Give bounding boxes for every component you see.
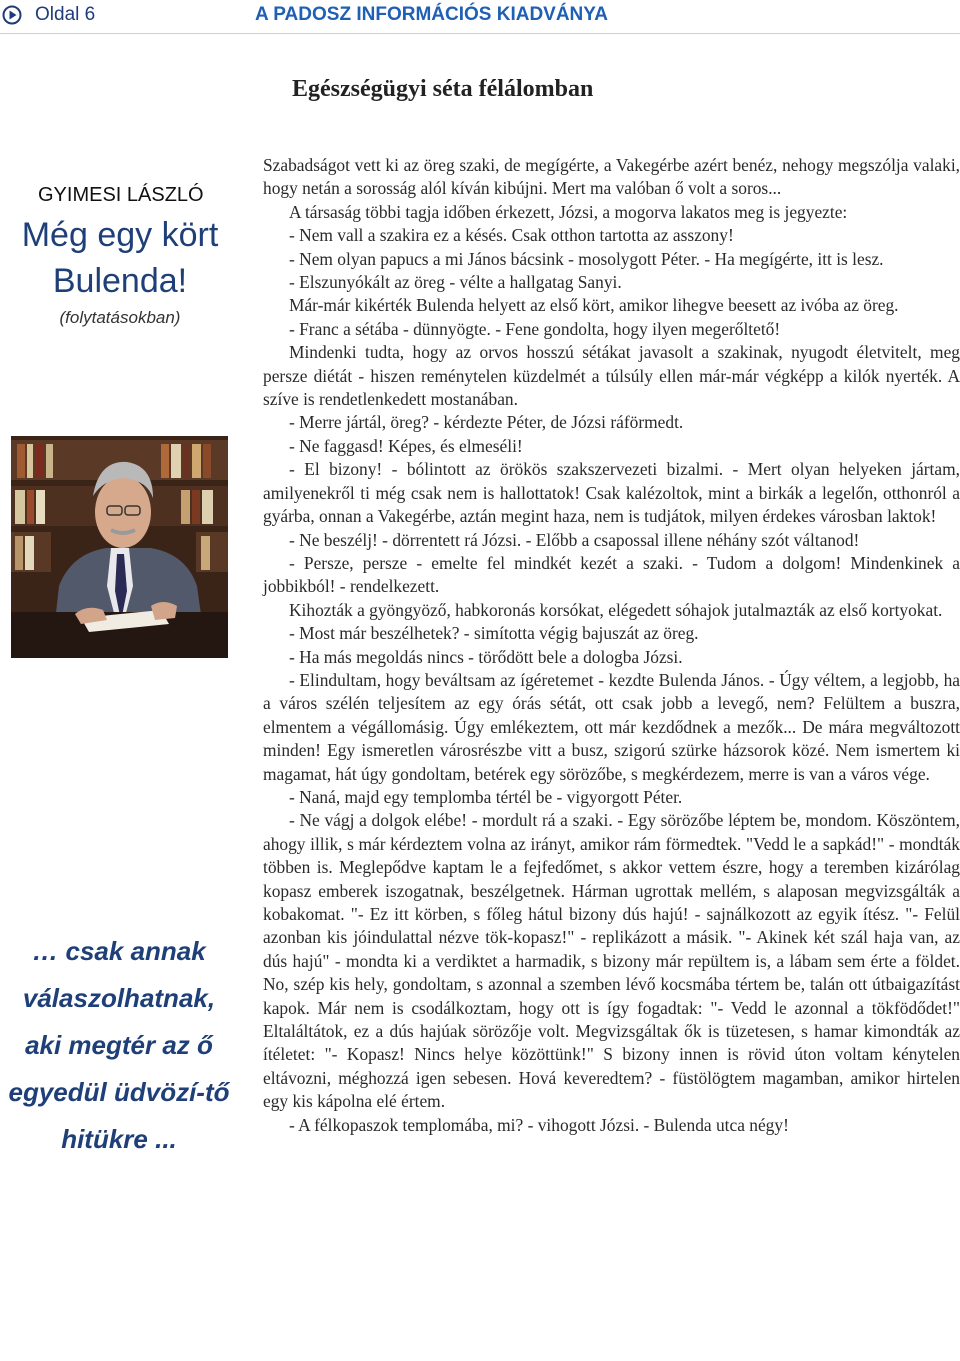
page-header — [0, 0, 960, 32]
paragraph: - Nem olyan papucs a mi János bácsink - mosolygott Péter. - Ha megígérte, itt is lesz. — [289, 248, 884, 269]
paragraph: Már-már kikérték Bulenda helyett az első kört, amikor lihegve beesett az ivóba az öreg. — [289, 295, 899, 316]
paragraph: - Ne beszélj! - dörrentett rá Józsi. - Előbb a csapossal illene néhány szót váltanod! — [289, 529, 860, 550]
paragraph: - Ne vágj a dolgok elébe! - mordult rá a szaki. - Egy sörözőbe léptem be, mondom. Köszöntem, ahogy illik, s már kérdeztem volna az irányt, amikor rám förmedtek. "Vedd le a sapkád!" - mondták többen is. Meglepődve kaptam le a fejfedőmet, s akkor vettem észre, hogy a teremben kizárólag kopasz emberek iszogatnak, beszélgetnek. Hárman ugrottak mellém, s alaposan megvizsgálták a kobakomat. "- Ez itt körben, s főleg hátul bizony dús hajú! - sajnálkozott az egyik ítész. "- Felül azonban kis jóindulattal nézve tök-kopasz!" - replikázott a másik. "- Akinek két szál haja van, az dús hajú" - mondta ki a verdiktet a harmadik, s bizony már repültem is, a lábam sem érte a földet. No, szép kis hely, gondoltam, s azonnal a szemben lévő kocsmába tértem be, talán ott útbaigazítást kapok. Már nem is csodálkoztam, hogy ott is így fogadtak: "- Vedd le azonnal a tökfödődet!" Eltaláltátok, ez a dús hajúak sörözője volt. Megvizsgáltak ők is tüzetesen, s hamar kimondták az ítéletet: "- Kopasz! Nincs helye közöttünk!" S bizony innen is rövid úton voltam kénytelen eltávozni, méghozzá igen sebesen. Hová keveredtem? - füstölögtem magamban, amikor hirtelen egy kis kápolna elé értem. — [263, 810, 960, 1112]
pull-quote: … csak annak válaszolhatnak, aki megtér az ő egyedül üdvözí-tő hitükre ... — [8, 936, 230, 1154]
paragraph: - Most már beszélhetek? - simította végig bajuszát az öreg. — [289, 623, 699, 644]
paragraph: Szabadságot vett ki az öreg szaki, de megígérte, a Vakegérbe azért benéz, nehogy megszólja valaki, hogy netán a sorosság alól kíván kibújni. Mert ma valóban ő volt a soros... — [263, 155, 960, 199]
article-title: Egészségügyi séta félálomban — [292, 76, 594, 102]
paragraph: - El bizony! - bólintott az örökös szakszervezeti bizalmi. - Mert olyan helyeken jártam, amilyenekről ti még csak nem is hallottatok! Csak kalézoltok, mint a birkák a legelőn, otthonról a gyárba, onnan a Vakegérbe, aztán megint haza, nem is tudjátok, milyen érdekes városban laktok! — [263, 459, 960, 527]
article-body — [263, 154, 960, 1137]
paragraph: Kihozták a gyöngyöző, habkoronás korsókat, elégedett sóhajok jutalmazták az első kortyokat. — [289, 599, 943, 620]
paragraph: - Ha más megoldás nincs - törődött bele a dologba Józsi. — [289, 646, 683, 667]
continued-note: (folytatásokban) — [59, 308, 181, 327]
paragraph: - Merre jártál, öreg? - kérdezte Péter, de Józsi ráförmedt. — [289, 412, 684, 433]
author-photo — [11, 436, 228, 658]
paragraph: Mindenki tudta, hogy az orvos hosszú sétákat javasolt a szakinak, nyugodt életvitelt, meg persze diétát - hiszen reménytelen küzdelmét a túlsúly ellen már-már végképp a kilók nyerték. A szíve is rendetlenkedett mostanában. — [263, 342, 960, 410]
paragraph: - Persze, persze - emelte fel mindkét kezét a szaki. - Tudom a dolgom! Mindenkinek a jobbikból! - rendelkezett. — [263, 552, 960, 597]
header-divider — [0, 33, 960, 34]
paragraph: - Nem vall a szakira ez a késés. Csak otthon tartotta az asszony! — [289, 225, 734, 246]
author-name: GYIMESI LÁSZLÓ — [38, 184, 204, 206]
publication-title: A PADOSZ INFORMÁCIÓS KIADVÁNYA — [255, 4, 608, 25]
paragraph: - Naná, majd egy templomba tértél be - vigyorgott Péter. — [289, 786, 683, 807]
play-circle-icon[interactable] — [2, 5, 22, 25]
page-number: Oldal 6 — [35, 4, 96, 25]
column-title — [0, 212, 240, 304]
paragraph: - Franc a sétába - dünnyögte. - Fene gondolta, hogy ilyen megerőltető! — [289, 318, 781, 339]
column-title-line1: Még egy kört — [21, 216, 219, 254]
paragraph: - Elindultam, hogy beváltsam az ígéretemet - kezdte Bulenda János. - Úgy véltem, a legjobb, ha a város szélén teljesítem az egy órás sétát, ott csak jobb a levegő, nem? Felültem a buszra, elmentem a végállomásig. Úgy emlékeztem, ott már kezdődnek a mezők... De mára megváltozott minden! Egy ismeretlen városrészbe vitt a busz, szigorú szürke házsorok közé. Nem ismertem ki magamat, hát úgy gondoltam, betérek egy sörözőbe, s megkérdezem, merre is van a város vége. — [263, 669, 960, 784]
paragraph: - Ne faggasd! Képes, és elmeséli! — [289, 435, 523, 456]
paragraph: - A félkopaszok templomába, mi? - vihogott Józsi. - Bulenda utca négy! — [289, 1114, 789, 1135]
paragraph: A társaság többi tagja időben érkezett, Józsi, a mogorva lakatos meg is jegyezte: — [289, 201, 848, 222]
column-title-line2: Bulenda! — [52, 262, 188, 300]
paragraph: - Elszunyókált az öreg - vélte a hallgatag Sanyi. — [289, 272, 622, 293]
